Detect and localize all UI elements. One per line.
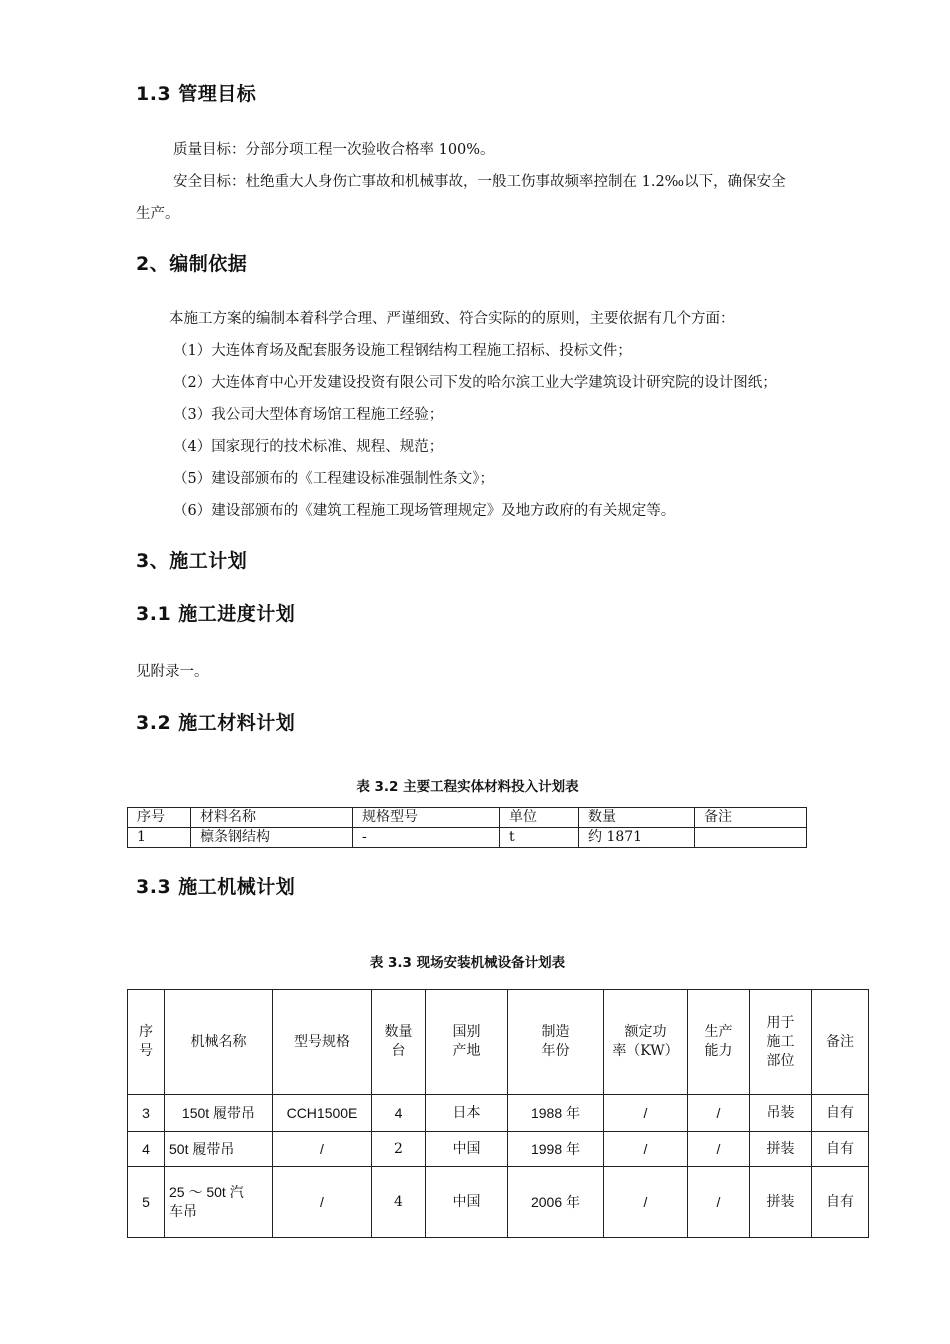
table-cell: / (604, 1132, 688, 1167)
quality-goal: 质量目标：分部分项工程一次验收合格率 100%。 (173, 142, 495, 158)
header-cell: 机械名称 (165, 990, 273, 1095)
table-row (128, 1095, 869, 1132)
table-cell: / (688, 1167, 750, 1238)
heading-2: 2、编制依据 (136, 253, 248, 275)
heading-3: 3、施工计划 (136, 550, 248, 572)
heading-1-3: 1.3 管理目标 (136, 83, 257, 105)
table-cell: 150t 履带吊 (165, 1095, 273, 1132)
heading-3-3: 3.3 施工机械计划 (136, 876, 296, 898)
table-cell: 檩条钢结构 (191, 828, 353, 848)
table-cell: 5 (128, 1167, 165, 1238)
schedule-text: 见附录一。 (136, 664, 209, 680)
header-cell: 国别 产地 (426, 990, 508, 1095)
table-row (128, 1132, 869, 1167)
header-cell: 数量 (579, 808, 695, 828)
header-cell: 规格型号 (353, 808, 500, 828)
header-cell: 序 号 (128, 990, 165, 1095)
table-cell: 自有 (812, 1095, 869, 1132)
table-cell: / (273, 1132, 372, 1167)
table-cell: 25 ～ 50t 汽 车吊 (165, 1167, 273, 1238)
basis-item: （5）建设部颁布的《工程建设标准强制性条文》； (173, 471, 494, 487)
header-cell: 备注 (812, 990, 869, 1095)
header-cell: 单位 (500, 808, 579, 828)
basis-item: （2）大连体育中心开发建设投资有限公司下发的哈尔滨工业大学建筑设计研究院的设计图纸； (173, 375, 777, 391)
header-cell: 制造 年份 (508, 990, 604, 1095)
table-cell: / (688, 1095, 750, 1132)
basis-item: （4）国家现行的技术标准、规程、规范； (173, 439, 444, 455)
table-cell: 中国 (426, 1167, 508, 1238)
header-cell: 备注 (695, 808, 807, 828)
table-cell: 1988 年 (508, 1095, 604, 1132)
safety-goal-line2: 生产。 (136, 206, 180, 222)
table-cell: 中国 (426, 1132, 508, 1167)
header-cell: 用于 施工 部位 (750, 990, 812, 1095)
table-cell: - (353, 828, 500, 848)
table-cell: 日本 (426, 1095, 508, 1132)
table-cell: / (688, 1132, 750, 1167)
table-cell (695, 828, 807, 848)
header-cell: 型号规格 (273, 990, 372, 1095)
table-cell: 4 (372, 1167, 426, 1238)
table-cell: 吊装 (750, 1095, 812, 1132)
table-row (128, 1167, 869, 1238)
table-cell: / (273, 1167, 372, 1238)
material-table (127, 807, 807, 848)
machine-table-caption: 表 3.3 现场安装机械设备计划表 (369, 955, 566, 971)
table-cell: / (604, 1095, 688, 1132)
header-cell: 额定功 率（KW） (604, 990, 688, 1095)
basis-intro: 本施工方案的编制本着科学合理、严谨细致、符合实际的的原则，主要依据有几个方面： (169, 311, 735, 327)
basis-item: （3）我公司大型体育场馆工程施工经验； (173, 407, 444, 423)
table-cell: 拼装 (750, 1132, 812, 1167)
header-cell: 数量 台 (372, 990, 426, 1095)
material-table-caption: 表 3.2 主要工程实体材料投入计划表 (356, 779, 579, 795)
table-cell: 2 (372, 1132, 426, 1167)
table-cell: 自有 (812, 1132, 869, 1167)
table-cell: 1 (128, 828, 191, 848)
header-cell: 生产 能力 (688, 990, 750, 1095)
table-cell: CCH1500E (273, 1095, 372, 1132)
header-cell: 材料名称 (191, 808, 353, 828)
table-header-row (128, 990, 869, 1095)
basis-item: （6）建设部颁布的《建筑工程施工现场管理规定》及地方政府的有关规定等。 (173, 503, 676, 519)
basis-item: （1）大连体育场及配套服务设施工程钢结构工程施工招标、投标文件； (173, 343, 632, 359)
table-cell: 约 1871 (579, 828, 695, 848)
heading-3-1: 3.1 施工进度计划 (136, 603, 296, 625)
table-header-row (128, 808, 807, 828)
table-cell: 3 (128, 1095, 165, 1132)
table-cell: 4 (372, 1095, 426, 1132)
table-cell: t (500, 828, 579, 848)
table-cell: 自有 (812, 1167, 869, 1238)
table-cell: / (604, 1167, 688, 1238)
machine-table (127, 989, 869, 1238)
header-cell: 序号 (128, 808, 191, 828)
table-cell: 4 (128, 1132, 165, 1167)
table-row (128, 828, 807, 848)
table-cell: 50t 履带吊 (165, 1132, 273, 1167)
table-cell: 2006 年 (508, 1167, 604, 1238)
heading-3-2: 3.2 施工材料计划 (136, 712, 296, 734)
table-cell: 拼装 (750, 1167, 812, 1238)
table-cell: 1998 年 (508, 1132, 604, 1167)
safety-goal-line1: 安全目标：杜绝重大人身伤亡事故和机械事故，一般工伤事故频率控制在 1.2‰以下，确保安全 (173, 174, 786, 190)
